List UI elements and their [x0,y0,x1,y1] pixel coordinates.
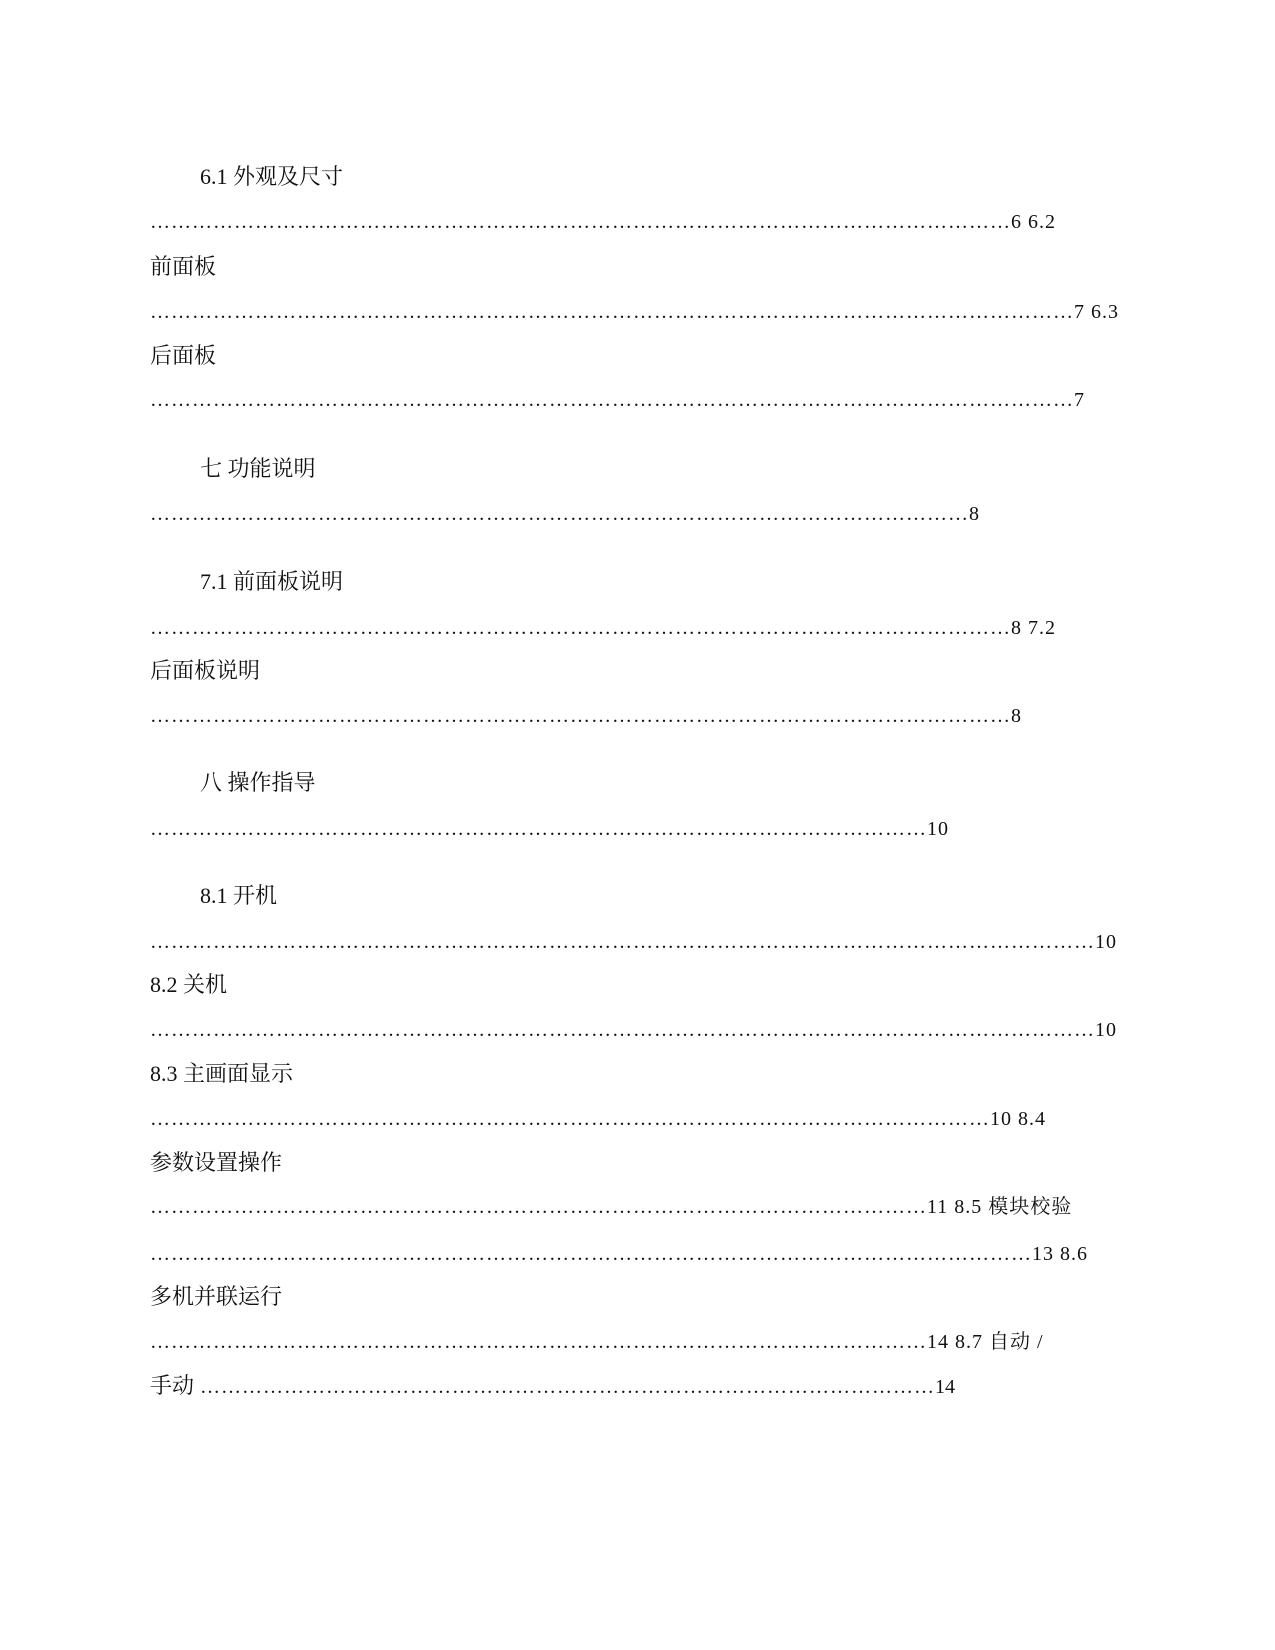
page-number: 10 [1095,1019,1117,1041]
dot-leader: …………………………………………………………………………………………………………………… [150,389,1074,411]
page-number: 13 8.6 [1032,1243,1088,1265]
dot-leader: …………………………………………………………………………………………………………… [150,211,1011,233]
toc-heading-8-4: 参数设置操作 [150,1150,283,1175]
toc-leader-line [150,614,1056,642]
toc-leader-line [150,815,949,843]
dot-leader: ……………………………………………………………………………………………………………… [150,1243,1032,1265]
dot-leader: …………………………………………………………………………………………… [194,1376,936,1398]
page-number: 10 [1095,931,1117,953]
toc-leader-line [150,1016,1117,1044]
toc-heading-chapter-8: 八 操作指导 [200,770,316,795]
toc-heading-chapter-7: 七 功能说明 [200,456,316,481]
page-number: 10 8.4 [990,1108,1046,1130]
toc-heading-8-3: 8.3 主画面显示 [150,1061,294,1086]
toc-heading-6-1: 6.1 外观及尺寸 [200,164,344,189]
toc-heading-7-1: 7.1 前面板说明 [200,569,344,594]
page-number: 8 [969,503,980,525]
toc-leader-line [150,702,1022,730]
dot-leader: ……………………………………………………………………………………………………………………… [150,1019,1095,1041]
dot-leader: …………………………………………………………………………………………………………… [150,617,1011,639]
toc-heading-8-7-label: 手动 [150,1373,195,1398]
page-number: 7 6.3 [1074,301,1119,323]
page-number: 10 [927,818,949,840]
toc-heading-8-1: 8.1 开机 [200,883,278,908]
page-number: 7 [1074,389,1085,411]
page-number: 8 7.2 [1011,617,1056,639]
toc-leader-line [150,500,980,528]
toc-leader-line [150,1193,1072,1221]
toc-leader-line [150,386,1085,414]
toc-leader-line [150,208,1056,236]
page-number: 11 8.5 模块校验 [927,1196,1073,1218]
page-number: 14 8.7 自动 / [927,1331,1044,1353]
dot-leader: …………………………………………………………………………………………………………… [150,705,1011,727]
dot-leader: ………………………………………………………………………………………………… [150,818,927,840]
dot-leader: …………………………………………………………………………………………………………………… [150,301,1074,323]
dot-leader: ……………………………………………………………………………………………………… [150,503,969,525]
dot-leader: ………………………………………………………………………………………………………… [150,1108,990,1130]
toc-heading-8-7 [150,1372,955,1401]
page-number: 8 [1011,705,1022,727]
toc-heading-6-3: 后面板 [150,343,217,368]
dot-leader: ………………………………………………………………………………………………… [150,1196,927,1218]
dot-leader: ………………………………………………………………………………………………… [150,1331,927,1353]
page-number: 6 6.2 [1011,211,1056,233]
toc-leader-line [150,1328,1044,1356]
toc-leader-line [150,928,1117,956]
toc-heading-8-2: 8.2 关机 [150,972,228,997]
toc-leader-line [150,1240,1088,1268]
dot-leader: ……………………………………………………………………………………………………………………… [150,931,1095,953]
toc-heading-7-2: 后面板说明 [150,658,261,683]
toc-heading-8-6: 多机并联运行 [150,1284,283,1309]
page-number: 14 [935,1376,956,1398]
toc-heading-6-2: 前面板 [150,254,217,279]
toc-leader-line [150,298,1119,326]
toc-leader-line [150,1105,1046,1133]
